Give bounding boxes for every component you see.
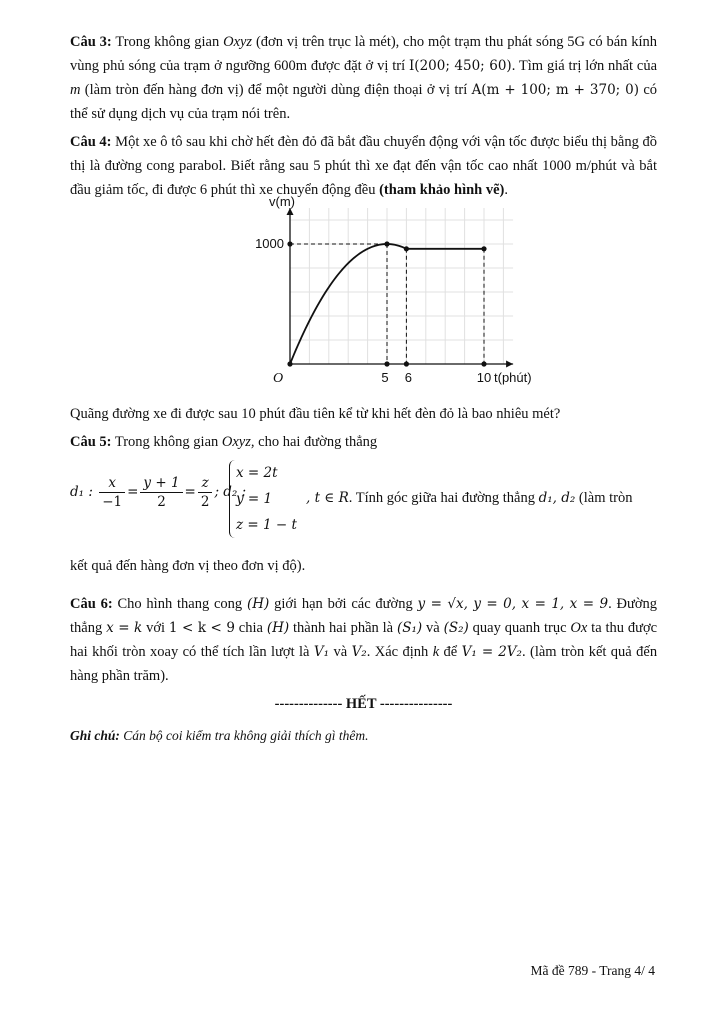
d1-fraction-x: $\frac{x}{-1}$ bbox=[99, 474, 125, 511]
question-4-label: Câu 4: bbox=[70, 134, 112, 150]
data-point bbox=[287, 361, 292, 366]
note-label: Ghi chú: bbox=[70, 728, 120, 743]
d1-fraction-z: $\frac{z}{2}$ bbox=[198, 474, 213, 511]
x-tick-6: 6 bbox=[404, 370, 413, 385]
question-6: Câu 6: Cho hình thang cong (H) giới hạn bởi các đường y = √x, y = 0, x = 1, x = 9. Đường thẳng x = k với 1 < k < 9 chia (H) thành hai phần là (S₁) và (S₂) quay quanh trục Ox ta thu được hai khối tròn xoay có thể tích lần lượt là V₁ và V₂. Xác định k để V₁ = 2V₂. (làm tròn kết quả đến hàng phần trăm). bbox=[70, 596, 658, 684]
origin-label: O bbox=[272, 371, 284, 386]
question-4: Câu 4: Một xe ô tô sau khi chờ hết đèn đỏ đã bắt đầu chuyển động với vận tốc được biểu thị bằng đồ thị là đường cong parabol. Biết rằng sau 5 phút thì xe đạt đến vận tốc cao nhất 1000 m/phút và bắt đầu giảm tốc, đi được 6 phút thì xe chuyển động đều (tham khảo hình vẽ). bbox=[70, 134, 658, 198]
data-point bbox=[481, 361, 486, 366]
question-5-equations: d₁ : $\frac{x}{-1}$ = $\frac{y + 1}{2}$ = $\frac{z}{2}$ ; d₂ : x = 2t y = 1 z = 1 − t , t ∈ R. Tính góc giữa hai đường thẳng d₁, d₂ (làm tròn bbox=[70, 460, 657, 542]
y-axis-label: v(m) bbox=[269, 194, 295, 209]
question-5-label: Câu 5: bbox=[70, 434, 112, 450]
exam-page bbox=[70, 30, 657, 748]
point-a: A(m + 100; m + 370; 0) bbox=[471, 82, 640, 98]
param-range: , t ∈ R bbox=[306, 490, 349, 506]
data-point bbox=[287, 241, 292, 246]
d2-system: x = 2t y = 1 z = 1 − t bbox=[229, 460, 297, 538]
point-i: I(200; 450; 60) bbox=[408, 58, 512, 74]
data-point bbox=[384, 241, 389, 246]
question-6-label: Câu 6: bbox=[70, 596, 113, 612]
question-5: Câu 5: Trong không gian Oxyz, cho hai đường thẳng bbox=[70, 434, 378, 450]
page-footer: Mã đề 789 - Trang 4/ 4 bbox=[530, 963, 655, 978]
question-5-end: kết quả đến hàng đơn vị theo đơn vị độ). bbox=[70, 558, 306, 574]
velocity-chart bbox=[70, 194, 657, 396]
x-axis-arrow bbox=[506, 361, 513, 368]
y-tick-1000: 1000 bbox=[255, 236, 284, 251]
data-point bbox=[384, 361, 389, 366]
data-point bbox=[404, 361, 409, 366]
x-tick-5: 5 bbox=[381, 370, 389, 385]
question-4-question: Quãng đường xe đi được sau 10 phút đầu tiên kể từ khi hết đèn đỏ là bao nhiêu mét? bbox=[70, 406, 561, 422]
x-tick-10: 10 bbox=[476, 370, 492, 385]
question-3-label: Câu 3: bbox=[70, 34, 112, 50]
d1-name: d₁ : bbox=[70, 484, 93, 500]
question-3: Câu 3: Trong không gian Oxyz (đơn vị trên trục là mét), cho một trạm thu phát sóng 5G có bán kính vùng phủ sóng của trạm ở ngưỡng 600m được đặt ở vị trí I(200; 450; 60). Tìm giá trị lớn nhất của m (làm tròn đến hàng đơn vị) để một người dùng điện thoại ở vị trí A(m + 100; m + 370; 0) có thể sử dụng dịch vụ của trạm nói trên. bbox=[70, 34, 658, 122]
end-mark: -------------- HẾT --------------- bbox=[274, 696, 453, 712]
data-point bbox=[404, 246, 409, 251]
chart-grid bbox=[290, 208, 513, 364]
d1-fraction-y: $\frac{y + 1}{2}$ bbox=[140, 474, 182, 511]
data-point bbox=[481, 246, 486, 251]
d2-name: ; d₂ : bbox=[214, 484, 247, 500]
y-axis-arrow bbox=[287, 208, 294, 215]
x-axis-label: t(phút) bbox=[494, 370, 532, 385]
note: Ghi chú: Cán bộ coi kiểm tra không giải thích gì thêm. bbox=[70, 728, 369, 743]
